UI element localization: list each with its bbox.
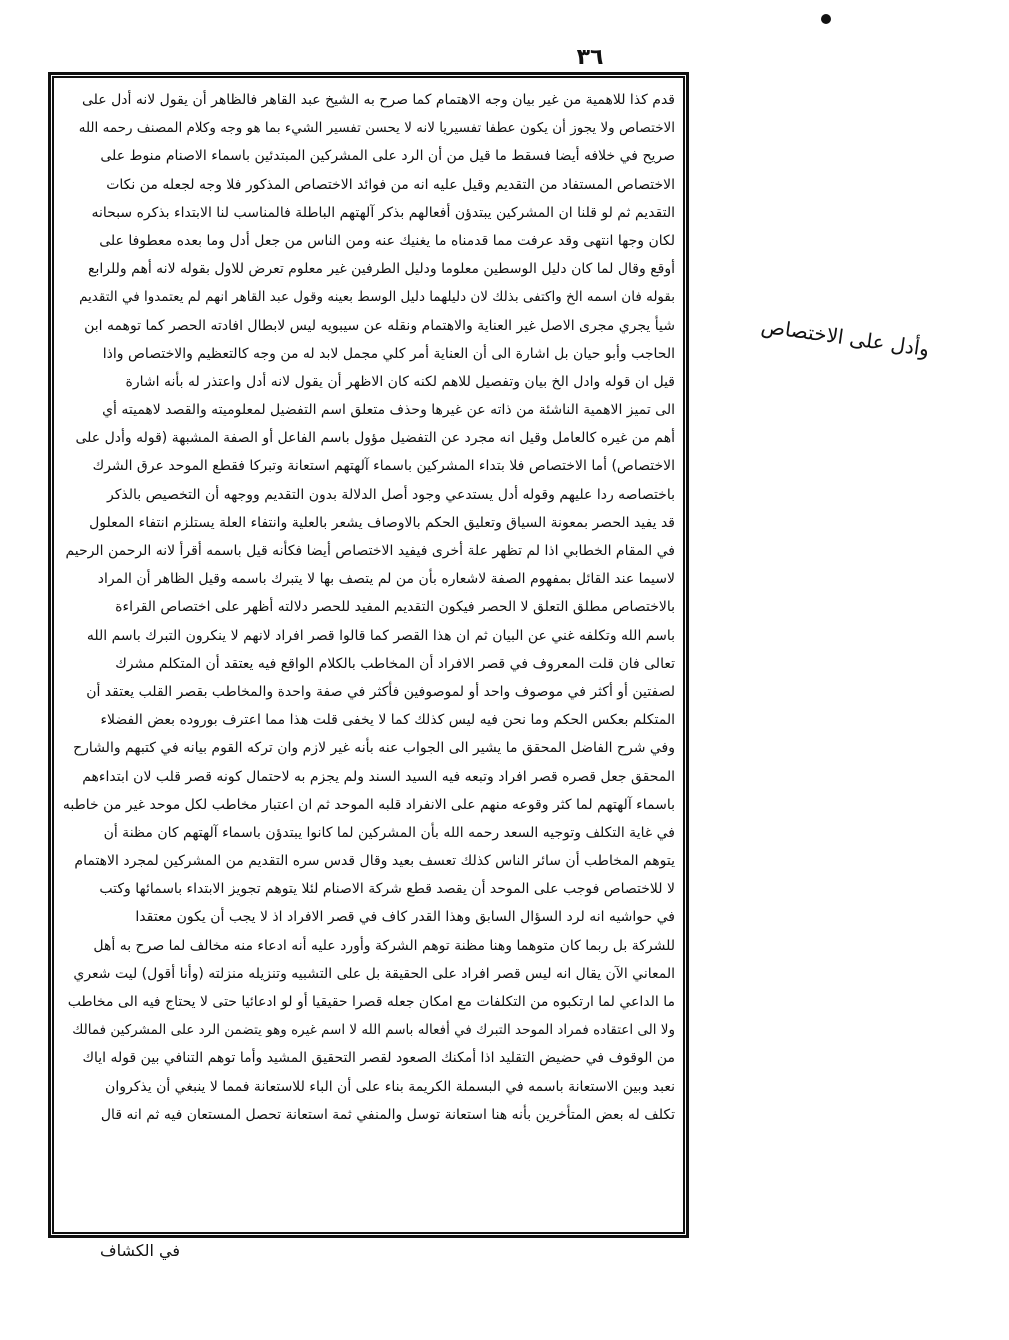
text-line: قيل ان قوله وادل الخ بيان وتفصيل للاهم لكنه كان الاظهر أن يقول لانه أدل واعتذر له بأنه اشارة — [125, 373, 675, 390]
text-line: أهم من غيره كالعامل وقيل انه مجرد عن التفضيل مؤول باسم الفاعل أو الصفة المشبهة (قوله وأدل على — [75, 430, 675, 447]
text-frame — [52, 76, 685, 1234]
text-line: من الوقوف في حضيض التقليد اذا أمكنك الصعود لقصر التحقيق المشيد وأما توهم التنافي بين قوله اياك — [82, 1050, 675, 1067]
text-line: في المقام الخطابي اذا لم تظهر علة أخرى فيفيد الاختصاص أيضا فكأنه قيل باسمه أقرأ لانه الرحمن الرحيم — [65, 543, 675, 559]
text-line: تكلف له بعض المتأخرين بأنه هنا استعانة توسل والمنفي ثمة استعانة تحصل المستعان فيه ثم انه قال — [100, 1106, 675, 1123]
text-line: الاختصاص المستفاد من التقديم وقيل عليه انه من فوائد الاختصاص المذكور فلا وجه لجعله من نكات — [106, 176, 675, 193]
main-text-block — [62, 86, 675, 1224]
catchword: في الكشاف — [100, 1241, 180, 1260]
text-line: ما الداعي لما ارتكبوه من التكلفات مع امكان جعله قصرا حقيقيا أو لو ادعائيا حتى لا يحتاج فيه الى مخاطب — [67, 994, 675, 1010]
text-line: الحاجب وأبو حيان بل اشارة الى أن العناية أمر كلي مجمل لابد له من وجه كالتعظيم والاختصاص واذا — [102, 345, 675, 362]
margin-note: وأدل على الاختصاص — [759, 313, 931, 362]
text-line: باسماء آلهتهم لما كثر وقوعه منهم على الانفراد قلبه الموحد ثم ان اعتبار مخاطب لكل موحد غير من خاطبه — [62, 796, 675, 813]
text-line: المتكلم بعكس الحكم وما نحن فيه ليس كذلك كما لا يخفى قلت هذا مما اعترف بوروده بعض الفضلاء — [100, 712, 675, 729]
text-line: لصفتين أو أكثر في موصوف واحد أو لموصوفين فأكثر في صفة واحدة والمخاطب بقصر القلب يعتقد أن — [86, 683, 675, 700]
page-number: ٣٦ — [576, 45, 604, 70]
text-line: تعالى فان قلت المعروف في قصر الافراد أن المخاطب بالكلام الواقع فيه يعتقد أن المتكلم مشرك — [115, 655, 675, 672]
text-line: يتوهم المخاطب أن سائر الناس كذلك تعسف بعيد وقال قدس سره التقديم من المشركين لمجرد الاهتمام — [74, 853, 675, 870]
text-line: بقوله فان اسمه الخ واكتفى بذلك لان دليلهما دليل الوسط بعينه وقول عبد القاهر انهم لم يعتمدوا في التقديم — [79, 289, 675, 306]
text-line: لكان وجها انتهى وقد عرفت مما قدمناه ما يغنيك عنه ومن الناس من جعل أدل وما بعده معطوفا على — [99, 232, 675, 249]
text-line: الاختصاص ولا يجوز أن يكون عطفا تفسيريا لانه لا يحسن تفسير الشيء بما هو وجه وكلام المصنف رحمه الله — [78, 120, 675, 137]
text-line: شيأ يجري مجرى الاصل غير العناية والاهتمام ونقله عن سيبويه ليس لابطال افادته الحصر كما توهمه ابن — [84, 317, 675, 334]
text-line: لاسيما عند القائل بمفهوم الصفة لاشعاره بأن من لم يتصف بها لا يتبرك باسمه وقيل الظاهر أن المراد — [97, 571, 675, 588]
text-line: صريح في خلافه أيضا فسقط ما قيل من أن الرد على المشركين المبتدئين باسماء الاصنام منوط على — [100, 148, 675, 165]
text-line: في حواشيه انه لرد السؤال السابق وهذا القدر كاف في قصر الافراد اذ لا يجب أن يكون معتقدا — [135, 909, 675, 926]
text-line: الى تميز الاهمية الناشئة من ذاته عن غيرها وحذف متعلق اسم التفضيل لمعلوميته والقصد لاهميته أي — [102, 402, 675, 419]
text-line: الاختصاص) أما الاختصاص فلا بتداء المشركين باسماء آلهتهم استعانة وتبركا فقطع الموحد عرق الشرك — [92, 458, 675, 475]
text-line: التقديم ثم لو قلنا ان المشركين يبتدؤن أفعالهم بذكر آلهتهم الباطلة فالمناسب لنا الابتداء بذكره سبحانه — [91, 204, 675, 221]
corner-ink-dot — [821, 14, 831, 24]
text-line: باختصاصه ردا عليهم وقوله أدل يستدعي وجود أصل الدلالة بدون التقديم ووجهه أن التخصيص بالذكر — [107, 486, 675, 503]
text-line: نعبد وبين الاستعانة باسمه في البسملة الكريمة بناء على أن الباء للاستعانة فمما لا ينبغي أن يذكروان — [105, 1078, 675, 1095]
text-line: في غاية التكلف وتوجيه السعد رحمه الله بأن المشركين لما كانوا يبتدؤن باسماء آلهتهم كان مظنة أن — [103, 824, 675, 841]
text-line: للشركة بل ربما كان متوهما وهنا مظنة توهم الشركة وأورد عليه أنه ادعاء منه مخالف لما صرح به أهل — [93, 937, 675, 954]
text-line: بالاختصاص مطلق التعلق لا الحصر فيكون التقديم المفيد للحصر دلالته أظهر على اختصاص القراءة — [115, 599, 675, 616]
text-line: ولا الى اعتقاده فمراد الموحد التبرك في أفعاله باسم الله لا اسم غيره وهو يتضمن الرد على المشركين فمالك — [72, 1022, 675, 1039]
text-line: لا للاختصاص فوجب على الموحد أن يقصد قطع شركة الاصنام لئلا يتوهم تجويز الابتداء باسمائها وكتب — [99, 881, 675, 898]
text-line: المعاني الآن يقال انه ليس قصر افراد على الحقيقة بل على التشبيه وتنزيله منزلته (وأنا أقول) ليت شعري — [73, 965, 675, 982]
text-line: قدم كذا للاهمية من غير بيان وجه الاهتمام كما صرح به الشيخ عبد القاهر فالظاهر أن يقول لانه أدل على — [81, 92, 675, 108]
text-line: قد يفيد الحصر بمعونة السياق وتعليق الحكم بالاوصاف يشعر بالعلية وانتفاء العلة يستلزم انتفاء المعلول — [89, 514, 675, 531]
text-line: وفي شرح الفاضل المحقق ما يشير الى الجواب عنه بأنه غير لازم وان تركه القوم بيانه في كتبهم والشارح — [73, 740, 675, 757]
text-line: باسم الله وتكلفه غني عن البيان ثم ان هذا القصر كما قالوا قصر افراد لانهم لا ينكرون التبرك باسم الله — [86, 627, 675, 644]
text-line: أوقع وقال لما كان دليل الوسطين معلوما ودليل الطرفين غير معلوم تعرض للاول بقوله لانه أهم وللرابع — [88, 261, 675, 278]
text-line: المحقق جعل قصره قصر افراد وتبعه فيه السيد السند ولم يجزم به لاحتمال كونه قصر قلب لان ابتداءهم — [82, 768, 675, 785]
